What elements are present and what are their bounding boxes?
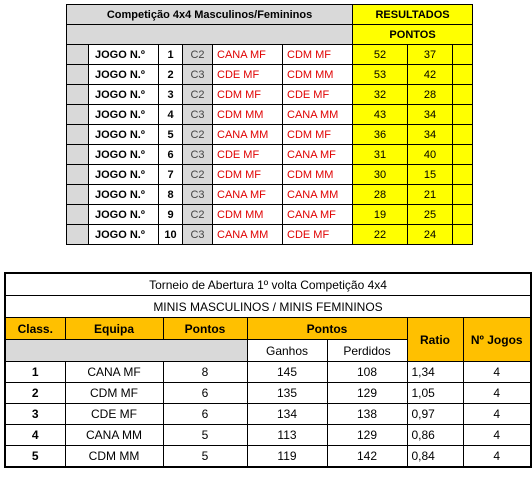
score-a: 19 [353,205,408,225]
ranking-row [5,362,531,383]
team-a: CANA MF [213,45,283,65]
score-a: 43 [353,105,408,125]
score-b: 25 [408,205,453,225]
row-gutter [67,105,89,125]
team-points: 6 [163,383,247,404]
team-b: CANA MF [283,145,353,165]
ranking-subtitle: MINIS MASCULINOS / MINIS FEMININOS [5,296,531,318]
score-a: 31 [353,145,408,165]
points-lost: 108 [327,362,407,383]
court: C2 [183,125,213,145]
games-subheader-blank [67,25,353,45]
team-b: CDM MF [283,125,353,145]
games-table [66,4,473,245]
score-blank [453,185,473,205]
court: C3 [183,185,213,205]
score-b: 34 [408,105,453,125]
ratio: 0,86 [407,425,463,446]
points-lost: 129 [327,425,407,446]
score-a: 32 [353,85,408,105]
game-row [67,185,473,205]
score-b: 24 [408,225,453,245]
header-lost: Perdidos [327,340,407,362]
points-header: PONTOS [353,25,473,45]
row-gutter [67,205,89,225]
team-points: 5 [163,425,247,446]
games-played: 4 [463,425,531,446]
ranking-row [5,446,531,468]
score-blank [453,45,473,65]
score-b: 40 [408,145,453,165]
team-b: CDE MF [283,85,353,105]
team-a: CANA MF [213,185,283,205]
game-number: 7 [159,165,183,185]
team-name: CDM MM [65,446,163,468]
team-a: CDE MF [213,65,283,85]
ratio: 0,84 [407,446,463,468]
points-lost: 142 [327,446,407,468]
rank: 1 [5,362,65,383]
header-won: Ganhos [247,340,327,362]
score-b: 37 [408,45,453,65]
score-a: 52 [353,45,408,65]
score-blank [453,85,473,105]
game-number: 10 [159,225,183,245]
ranking-body [5,362,531,468]
game-label: JOGO N.º [89,165,159,185]
game-row [67,225,473,245]
header-points-group: Pontos [247,318,407,340]
score-blank [453,225,473,245]
games-table-title: Competição 4x4 Masculinos/Femininos [67,5,353,25]
score-a: 28 [353,185,408,205]
row-gutter [67,45,89,65]
ranking-row [5,383,531,404]
row-gutter [67,125,89,145]
game-row [67,205,473,225]
game-label: JOGO N.º [89,85,159,105]
game-row [67,65,473,85]
team-a: CDM MF [213,165,283,185]
game-label: JOGO N.º [89,65,159,85]
game-label: JOGO N.º [89,105,159,125]
score-b: 15 [408,165,453,185]
score-a: 53 [353,65,408,85]
team-b: CDM MF [283,45,353,65]
points-won: 119 [247,446,327,468]
score-blank [453,65,473,85]
score-blank [453,165,473,185]
team-b: CDE MF [283,225,353,245]
rank: 5 [5,446,65,468]
results-title: RESULTADOS [353,5,473,25]
game-number: 9 [159,205,183,225]
score-blank [453,205,473,225]
row-gutter [67,85,89,105]
court: C2 [183,85,213,105]
court: C2 [183,205,213,225]
court: C3 [183,145,213,165]
score-a: 22 [353,225,408,245]
team-points: 6 [163,404,247,425]
points-won: 134 [247,404,327,425]
team-a: CDM MF [213,85,283,105]
ranking-row [5,425,531,446]
game-row [67,125,473,145]
header-points: Pontos [163,318,247,340]
row-gutter [67,185,89,205]
game-label: JOGO N.º [89,225,159,245]
game-number: 8 [159,185,183,205]
game-row [67,165,473,185]
team-name: CANA MF [65,362,163,383]
points-won: 145 [247,362,327,383]
rank: 2 [5,383,65,404]
team-a: CDE MF [213,145,283,165]
game-label: JOGO N.º [89,145,159,165]
game-number: 4 [159,105,183,125]
game-row [67,105,473,125]
rank: 3 [5,404,65,425]
game-row [67,145,473,165]
score-b: 21 [408,185,453,205]
team-b: CANA MM [283,105,353,125]
score-blank [453,105,473,125]
score-a: 36 [353,125,408,145]
row-gutter [67,165,89,185]
court: C2 [183,165,213,185]
game-number: 3 [159,85,183,105]
points-won: 135 [247,383,327,404]
game-label: JOGO N.º [89,185,159,205]
team-name: CANA MM [65,425,163,446]
team-a: CANA MM [213,125,283,145]
ratio: 1,05 [407,383,463,404]
team-points: 5 [163,446,247,468]
game-label: JOGO N.º [89,205,159,225]
team-a: CDM MM [213,205,283,225]
game-row [67,85,473,105]
score-a: 30 [353,165,408,185]
games-played: 4 [463,362,531,383]
games-played: 4 [463,383,531,404]
game-number: 5 [159,125,183,145]
points-won: 113 [247,425,327,446]
game-row [67,45,473,65]
court: C3 [183,65,213,85]
header-games: Nº Jogos [463,318,531,362]
team-b: CANA MM [283,185,353,205]
court: C2 [183,45,213,65]
points-lost: 138 [327,404,407,425]
team-a: CANA MM [213,225,283,245]
game-number: 2 [159,65,183,85]
ratio: 1,34 [407,362,463,383]
team-name: CDE MF [65,404,163,425]
header-grey-blank [5,340,247,362]
score-b: 42 [408,65,453,85]
games-body [67,45,473,245]
ratio: 0,97 [407,404,463,425]
team-b: CANA MF [283,205,353,225]
ranking-row [5,404,531,425]
row-gutter [67,145,89,165]
team-b: CDM MM [283,65,353,85]
game-label: JOGO N.º [89,45,159,65]
rank: 4 [5,425,65,446]
score-b: 28 [408,85,453,105]
score-blank [453,125,473,145]
team-name: CDM MF [65,383,163,404]
game-number: 1 [159,45,183,65]
header-class: Class. [5,318,65,340]
game-label: JOGO N.º [89,125,159,145]
games-played: 4 [463,446,531,468]
row-gutter [67,225,89,245]
court: C3 [183,225,213,245]
team-b: CDM MM [283,165,353,185]
row-gutter [67,65,89,85]
ranking-title: Torneio de Abertura 1º volta Competição 4x4 [5,273,531,296]
points-lost: 129 [327,383,407,404]
team-points: 8 [163,362,247,383]
header-ratio: Ratio [407,318,463,362]
ranking-table [4,272,532,468]
header-team: Equipa [65,318,163,340]
games-played: 4 [463,404,531,425]
team-a: CDM MM [213,105,283,125]
court: C3 [183,105,213,125]
score-blank [453,145,473,165]
score-b: 34 [408,125,453,145]
game-number: 6 [159,145,183,165]
